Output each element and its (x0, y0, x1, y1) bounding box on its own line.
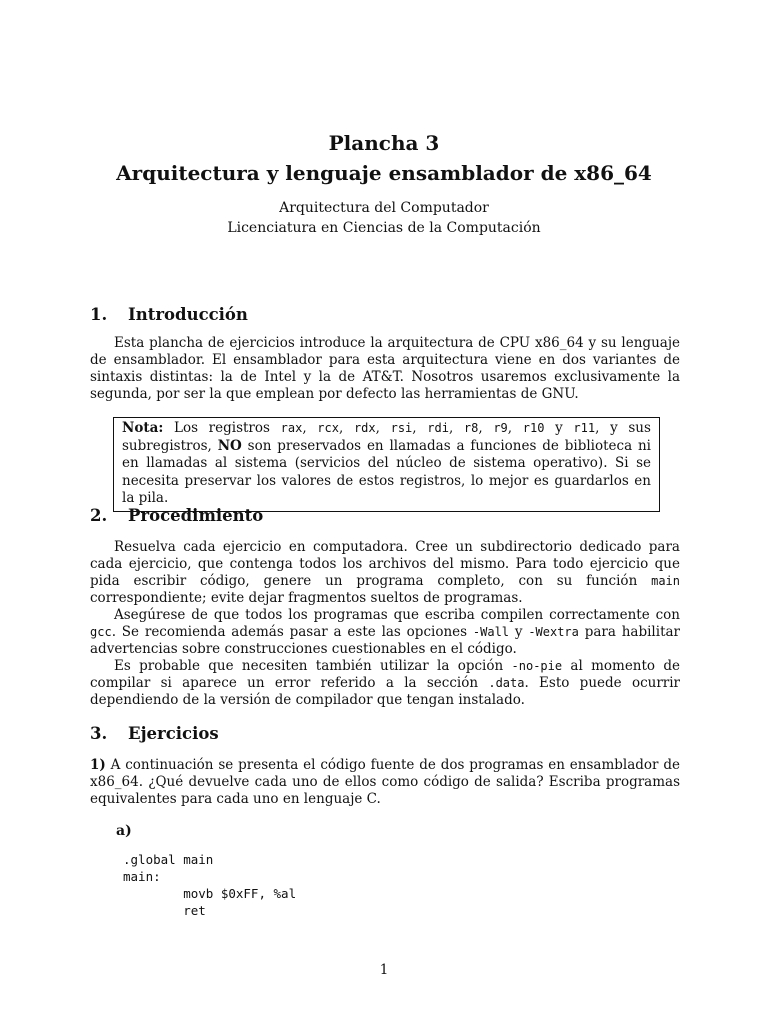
code-no-pie: -no-pie (511, 659, 563, 673)
degree-name: Licenciatura en Ciencias de la Computación (227, 220, 541, 236)
exercise-1-statement (90, 757, 680, 808)
note-box (113, 417, 660, 512)
register-rcx: rcx (317, 421, 339, 435)
code-data-section: .data (488, 676, 525, 690)
register-rsi: rsi (390, 421, 413, 435)
code-wall: -Wall (472, 625, 510, 639)
procedure-paragraph-2 (90, 607, 680, 658)
separator: , (302, 420, 318, 436)
code-wextra: -Wextra (528, 625, 579, 639)
separator: , (338, 420, 354, 436)
register-rdx: rdx (353, 421, 376, 435)
note-text: son preservados en llamadas a funciones de biblioteca ni en llamadas al sistema (servicios del núcleo de sistema operativo). Si se necesita preservar los valores de estos registros, lo mejor es guardarlos en la pila. (122, 437, 651, 506)
paragraph-text: y (509, 624, 529, 640)
assembly-code-block (123, 851, 296, 919)
section-heading (90, 304, 680, 326)
section-title: Procedimiento (128, 506, 264, 525)
procedure-paragraphs (90, 539, 680, 709)
exercise-1 (90, 757, 680, 808)
intro-paragraph-wrap (90, 335, 680, 403)
code-main: main (651, 574, 680, 588)
section-number: 2. (90, 506, 108, 525)
note-label: Nota: (122, 420, 164, 436)
register-r11: r11 (573, 421, 596, 435)
code-line: .global main (123, 852, 214, 867)
separator: , (448, 420, 464, 436)
register-r10: r10 (522, 421, 545, 435)
separator: , (507, 420, 523, 436)
code-line: ret (123, 903, 206, 918)
paragraph-text: Es probable que necesiten también utilizar la opción (114, 658, 512, 674)
section-heading (90, 505, 680, 527)
paragraph-text: al momento de compilar si aparece un error referido a la sección (90, 658, 680, 691)
separator: , (412, 420, 428, 436)
intro-paragraph: Esta plancha de ejercicios introduce la arquitectura de CPU x86_64 y su lenguaje de ensamblador. El ensamblador para esta arquitectura viene en dos variantes de sintaxis distintas: la de Intel y la de AT&T. Nosotros usaremos exclusivamente la segunda, por ser la que emplean por defecto las herramientas de GNU. (90, 335, 680, 402)
section-title: Introducción (128, 305, 248, 324)
section-number: 1. (90, 305, 108, 324)
paragraph-text: para habilitar advertencias sobre construcciones cuestionables en el código. (90, 624, 680, 657)
code-line: main: (123, 869, 161, 884)
register-rax: rax (280, 421, 303, 435)
exercise-text: A continuación se presenta el código fuente de dos programas en ensamblador de x86_64. ¿Qué devuelve cada uno de ellos como código de salida? Escriba programas equivalentes para cada uno en lenguaje C. (90, 757, 680, 807)
section-ejercicios (90, 723, 680, 745)
section-heading (90, 723, 680, 745)
register-r8: r8 (463, 421, 479, 435)
subexercise-a-label: a) (116, 823, 132, 839)
separator: , (375, 420, 391, 436)
code-line: movb $0xFF, %al (123, 886, 297, 901)
section-number: 3. (90, 724, 108, 743)
separator: y (544, 420, 574, 436)
page-number: 1 (379, 962, 389, 978)
separator: , (478, 420, 494, 436)
document-title-line2: Arquitectura y lenguaje ensamblador de x86_64 (116, 161, 652, 185)
code-gcc: gcc (90, 625, 112, 639)
register-r9: r9 (493, 421, 508, 435)
document-title: Plancha 3 (328, 131, 440, 155)
title-block (0, 130, 768, 238)
paragraph-text: . Se recomienda además pasar a este las opciones (111, 624, 473, 640)
procedure-paragraph-1 (90, 539, 680, 607)
section-title: Ejercicios (128, 724, 219, 743)
paragraph-text: Resuelva cada ejercicio en computadora. Cree un subdirectorio dedicado para cada ejercicio, que contenga todos los archivos del mismo. Para todo ejercicio que pida escribir código, genere un programa completo, con su función (90, 539, 680, 589)
note-text: Los registros (163, 420, 281, 436)
paragraph-text: correspondiente; evite dejar fragmentos sueltos de programas. (90, 590, 523, 606)
section-introduccion (90, 304, 680, 326)
procedure-paragraph-3 (90, 658, 680, 709)
section-procedimiento (90, 505, 680, 527)
exercise-number: 1) (90, 757, 106, 773)
note-text: , y sus subregistros, (122, 420, 651, 454)
note-emphasis: NO (217, 437, 242, 454)
paragraph-text: Asegúrese de que todos los programas que escriba compilen correctamente con (114, 607, 680, 623)
course-name: Arquitectura del Computador (279, 200, 489, 216)
paragraph-text: . Esto puede ocurrir dependiendo de la versión de compilador que tengan instalado. (90, 675, 680, 708)
register-rdi: rdi (427, 421, 449, 435)
